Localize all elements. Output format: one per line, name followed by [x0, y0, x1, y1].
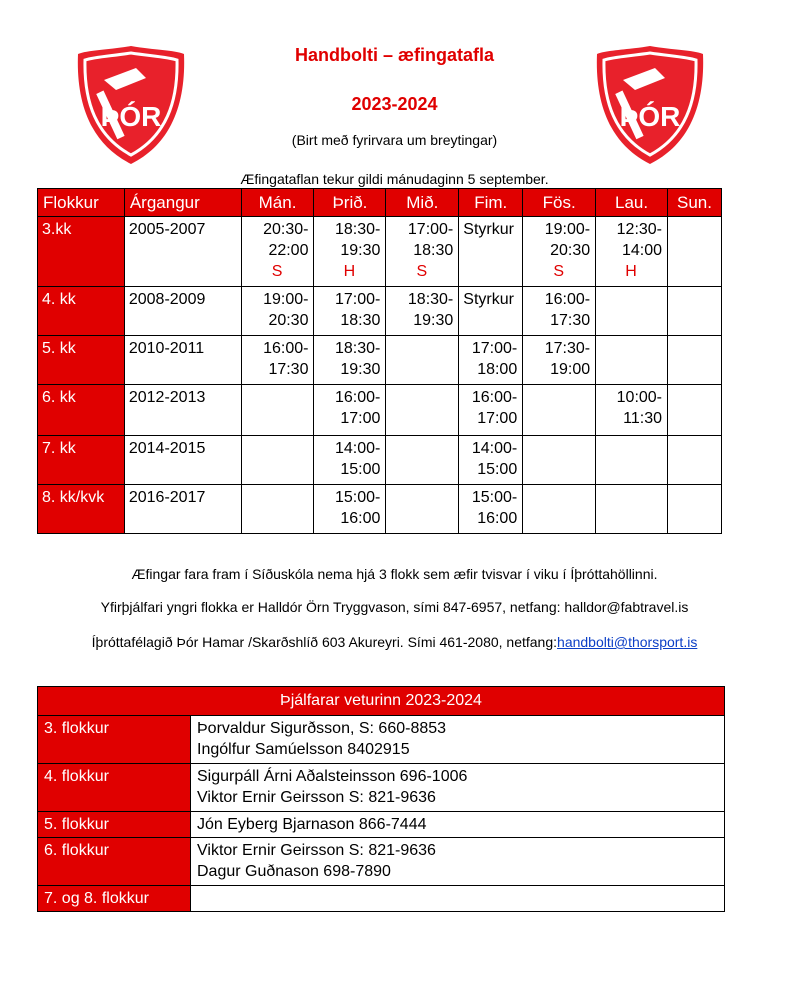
time-cell: [241, 385, 314, 436]
time-text: 16:00-: [544, 291, 591, 308]
time-text: 17:00-: [407, 221, 454, 238]
email-link[interactable]: handbolti@thorsport.is: [557, 634, 698, 650]
time-cell: [314, 436, 386, 485]
group-cell: 7. kk: [38, 436, 125, 485]
group-cell: 4. kk: [38, 287, 125, 336]
time-cell: [314, 336, 386, 385]
time-cell: [523, 385, 596, 436]
time-cell: [668, 336, 722, 385]
coach-group-cell: 5. flokkur: [38, 812, 191, 838]
location-code: S: [416, 263, 428, 280]
time-text: 15:00: [477, 461, 518, 478]
svg-text:ÞÓR: ÞÓR: [100, 101, 162, 132]
location-code: S: [271, 263, 283, 280]
coach-name: Dagur Guðnason 698-7890: [197, 863, 391, 880]
time-text: 19:00-: [263, 291, 309, 308]
time-cell: [596, 485, 668, 534]
time-text: 11:30: [623, 410, 663, 427]
time-cell: [668, 385, 722, 436]
coach-name: Sigurpáll Árni Aðalsteinsson 696-1006: [197, 768, 468, 785]
coach-name: Jón Eyberg Bjarnason 866-7444: [197, 816, 427, 833]
time-text: 19:00: [550, 361, 591, 378]
time-cell: [523, 485, 596, 534]
location-code: S: [553, 263, 565, 280]
time-text: 17:30-: [544, 340, 591, 357]
group-cell: 8. kk/kvk: [38, 485, 125, 534]
birth-years-cell: 2005-2007: [124, 217, 241, 287]
group-cell: 3.kk: [38, 217, 125, 287]
svg-text:ÞÓR: ÞÓR: [619, 101, 681, 132]
coach-row: [38, 716, 725, 764]
schedule-header-cell: Flokkur: [38, 189, 125, 217]
coach-group-cell: 7. og 8. flokkur: [38, 886, 191, 912]
time-cell: [523, 336, 596, 385]
schedule-header-cell: Mið.: [386, 189, 459, 217]
season-title: 2023-2024: [351, 94, 438, 114]
time-cell: [596, 287, 668, 336]
time-text: 10:00-: [616, 389, 663, 406]
group-cell: 6. kk: [38, 385, 125, 436]
info-club-contact: [0, 634, 789, 650]
coach-group-cell: 3. flokkur: [38, 716, 191, 764]
schedule-header-cell: Árgangur: [124, 189, 241, 217]
time-cell: [523, 436, 596, 485]
time-text: 20:30-: [263, 221, 309, 238]
time-text: 17:00: [477, 410, 518, 427]
schedule-row: [38, 436, 722, 485]
coach-row: [38, 886, 725, 912]
coach-group-cell: 4. flokkur: [38, 764, 191, 812]
time-cell: [596, 336, 668, 385]
schedule-row: [38, 485, 722, 534]
club-address: Íþróttafélagið Þór Hamar /Skarðshlíð 603 Akureyri. Sími 461-2080, netfang:: [91, 634, 558, 650]
time-text: 12:30-: [616, 221, 663, 238]
time-text: 16:00: [477, 510, 518, 527]
time-cell: [523, 217, 596, 287]
time-text: 15:00-: [471, 489, 518, 506]
info-location: Æfingar fara fram í Síðuskóla nema hjá 3 flokk sem æfir tvisvar í viku í Íþróttahöllinni.: [131, 566, 658, 582]
time-text: 18:30: [340, 312, 381, 329]
coach-name: Viktor Ernir Geirsson S: 821-9636: [197, 842, 436, 859]
time-text: 20:30: [550, 242, 591, 259]
time-cell: [459, 436, 523, 485]
time-text: 17:30: [550, 312, 591, 329]
time-cell: [241, 217, 314, 287]
time-cell: [241, 485, 314, 534]
time-cell: [386, 217, 459, 287]
coach-group-cell: 6. flokkur: [38, 838, 191, 886]
time-cell: [241, 336, 314, 385]
time-cell: [668, 217, 722, 287]
schedule-header-cell: Fim.: [459, 189, 523, 217]
schedule-row: [38, 385, 722, 436]
time-cell: [241, 436, 314, 485]
time-cell: [596, 217, 668, 287]
coach-row: [38, 812, 725, 838]
time-text: 18:00: [477, 361, 518, 378]
time-cell: [314, 287, 386, 336]
time-cell: [386, 436, 459, 485]
info-head-coach: Yfirþjálfari yngri flokka er Halldór Örn Tryggvason, sími 847-6957, netfang: halldor@fabtravel.is: [100, 599, 689, 615]
time-text: 17:00-: [471, 340, 518, 357]
coach-names-cell: [191, 838, 725, 886]
time-cell: [523, 287, 596, 336]
coach-name: Ingólfur Samúelsson 8402915: [197, 741, 410, 758]
coach-name: Þorvaldur Sigurðsson, S: 660-8853: [197, 720, 447, 737]
time-cell: [596, 385, 668, 436]
time-text: 18:30-: [335, 340, 381, 357]
time-cell: [459, 485, 523, 534]
time-text: 19:30: [413, 312, 454, 329]
birth-years-cell: 2008-2009: [124, 287, 241, 336]
time-text: 16:00-: [471, 389, 518, 406]
time-text: 19:00-: [544, 221, 591, 238]
schedule-header-cell: Sun.: [668, 189, 722, 217]
time-cell: [596, 436, 668, 485]
coaches-table: [37, 686, 725, 912]
time-text: 14:00-: [335, 440, 381, 457]
time-cell: [459, 287, 523, 336]
group-cell: 5. kk: [38, 336, 125, 385]
time-text: 18:30: [413, 242, 454, 259]
time-cell: [668, 436, 722, 485]
coach-row: [38, 838, 725, 886]
schedule-row: [38, 217, 722, 287]
time-text: 19:30: [340, 361, 381, 378]
time-cell: [241, 287, 314, 336]
schedule-row: [38, 287, 722, 336]
time-cell: [386, 287, 459, 336]
coach-name: Viktor Ernir Geirsson S: 821-9636: [197, 789, 436, 806]
location-code: H: [343, 263, 356, 280]
time-cell: [459, 336, 523, 385]
time-text: 14:00: [621, 242, 663, 259]
time-text: 15:00: [340, 461, 381, 478]
time-cell: [668, 485, 722, 534]
time-text: 16:00-: [263, 340, 309, 357]
time-cell: [314, 485, 386, 534]
valid-from-text: Æfingataflan tekur gildi mánudaginn 5 september.: [240, 171, 549, 187]
time-text: 18:30-: [407, 291, 454, 308]
coach-names-cell: [191, 764, 725, 812]
time-cell: [668, 287, 722, 336]
schedule-header-cell: Þrið.: [314, 189, 386, 217]
birth-years-cell: 2016-2017: [124, 485, 241, 534]
time-text: 22:00: [268, 242, 309, 259]
time-text: 16:00: [340, 510, 381, 527]
time-text: 15:00-: [335, 489, 381, 506]
location-code: H: [625, 263, 637, 280]
schedule-header-cell: Lau.: [596, 189, 668, 217]
disclaimer-note: (Birt með fyrirvara um breytingar): [291, 132, 498, 148]
birth-years-cell: 2010-2011: [124, 336, 241, 385]
time-cell: [459, 217, 523, 287]
time-cell: [314, 385, 386, 436]
time-cell: [314, 217, 386, 287]
schedule-header-cell: Fös.: [523, 189, 596, 217]
coach-names-cell: [191, 716, 725, 764]
time-text: Styrkur: [463, 221, 514, 238]
time-text: 17:30: [268, 361, 309, 378]
birth-years-cell: 2014-2015: [124, 436, 241, 485]
birth-years-cell: 2012-2013: [124, 385, 241, 436]
time-text: 20:30: [268, 312, 309, 329]
page-title: Handbolti – æfingatafla: [294, 45, 494, 65]
training-schedule-table: [37, 188, 722, 534]
time-text: 19:30: [340, 242, 381, 259]
time-text: 16:00-: [335, 389, 381, 406]
time-cell: [386, 485, 459, 534]
time-text: 18:30-: [335, 221, 381, 238]
coaches-header: Þjálfarar veturinn 2023-2024: [38, 687, 725, 716]
time-text: 17:00-: [335, 291, 381, 308]
coach-row: [38, 764, 725, 812]
time-cell: [386, 385, 459, 436]
time-text: 14:00-: [471, 440, 518, 457]
schedule-row: [38, 336, 722, 385]
time-cell: [459, 385, 523, 436]
coach-names-cell: [191, 886, 725, 912]
time-text: Styrkur: [463, 291, 514, 308]
time-text: 17:00: [340, 410, 381, 427]
coach-names-cell: [191, 812, 725, 838]
schedule-header-cell: Mán.: [241, 189, 314, 217]
time-cell: [386, 336, 459, 385]
